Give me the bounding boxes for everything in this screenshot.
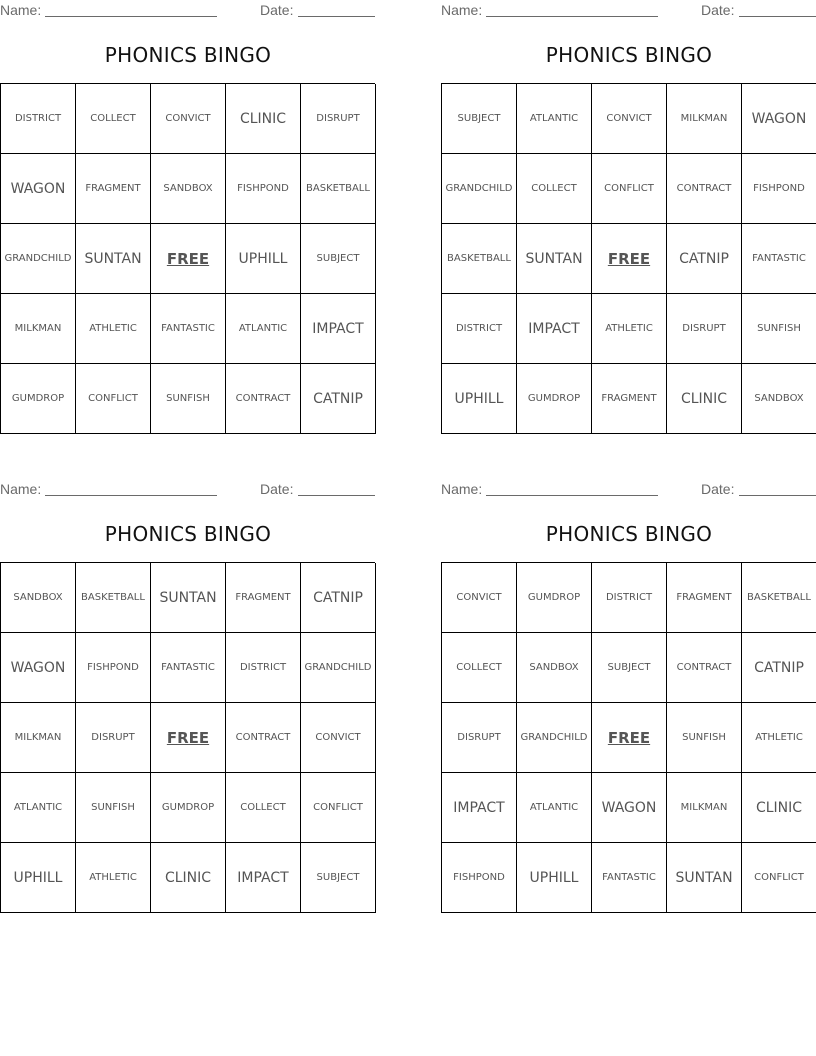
date-label: Date:: [260, 481, 294, 497]
bingo-cell: GRANDCHILD: [301, 633, 376, 703]
bingo-cell: SUNTAN: [667, 843, 742, 913]
name-label: Name:: [0, 2, 42, 18]
bingo-cell: CATNIP: [301, 364, 376, 434]
date-field-line[interactable]: [739, 16, 816, 17]
bingo-cell: SUNTAN: [151, 563, 226, 633]
date-label: Date:: [701, 481, 735, 497]
bingo-cell: DISRUPT: [667, 294, 742, 364]
name-label: Name:: [441, 2, 483, 18]
card-title: PHONICS BINGO: [104, 43, 272, 67]
bingo-cell: FRAGMENT: [226, 563, 301, 633]
bingo-cell: CLINIC: [667, 364, 742, 434]
bingo-grid: [0, 562, 375, 913]
bingo-cell: DISRUPT: [301, 84, 376, 154]
bingo-cell: MILKMAN: [667, 773, 742, 843]
bingo-cell: GRANDCHILD: [442, 154, 517, 224]
bingo-cell: GUMDROP: [517, 563, 592, 633]
bingo-cell: BASKETBALL: [301, 154, 376, 224]
bingo-cell: SANDBOX: [1, 563, 76, 633]
bingo-cell: CONTRACT: [226, 364, 301, 434]
bingo-cell: UPHILL: [517, 843, 592, 913]
card-title: PHONICS BINGO: [545, 522, 713, 546]
bingo-cell: ATLANTIC: [1, 773, 76, 843]
bingo-cell: FRAGMENT: [592, 364, 667, 434]
bingo-cell: CONTRACT: [667, 633, 742, 703]
bingo-cell: ATHLETIC: [592, 294, 667, 364]
name-date-row: [441, 481, 816, 499]
bingo-cell: FANTASTIC: [742, 224, 816, 294]
bingo-grid: [0, 83, 375, 434]
bingo-cell: SUNTAN: [76, 224, 151, 294]
bingo-cell: DISRUPT: [76, 703, 151, 773]
bingo-cell: CONVICT: [442, 563, 517, 633]
bingo-cell: SANDBOX: [517, 633, 592, 703]
free-space: FREE: [151, 703, 226, 773]
name-field-line[interactable]: [486, 495, 658, 496]
bingo-cell: SUNFISH: [742, 294, 816, 364]
bingo-cell: IMPACT: [226, 843, 301, 913]
name-field-line[interactable]: [45, 495, 217, 496]
bingo-cell: GUMDROP: [517, 364, 592, 434]
bingo-cell: SUBJECT: [301, 843, 376, 913]
bingo-cell: IMPACT: [517, 294, 592, 364]
bingo-cell: DISTRICT: [1, 84, 76, 154]
name-label: Name:: [441, 481, 483, 497]
bingo-cell: WAGON: [742, 84, 816, 154]
bingo-card: [441, 0, 816, 440]
free-space: FREE: [592, 703, 667, 773]
bingo-cell: DISRUPT: [442, 703, 517, 773]
bingo-cell: MILKMAN: [667, 84, 742, 154]
bingo-cell: CONVICT: [301, 703, 376, 773]
bingo-cell: FANTASTIC: [151, 633, 226, 703]
bingo-cell: GRANDCHILD: [517, 703, 592, 773]
bingo-cell: SANDBOX: [742, 364, 816, 434]
bingo-card: [0, 0, 376, 440]
bingo-cell: SUNFISH: [76, 773, 151, 843]
bingo-cell: COLLECT: [76, 84, 151, 154]
bingo-cell: WAGON: [1, 633, 76, 703]
bingo-cell: ATHLETIC: [742, 703, 816, 773]
bingo-cell: FISHPOND: [226, 154, 301, 224]
bingo-cell: DISTRICT: [592, 563, 667, 633]
bingo-cell: CONFLICT: [76, 364, 151, 434]
bingo-cell: SUBJECT: [592, 633, 667, 703]
bingo-cell: COLLECT: [226, 773, 301, 843]
bingo-cell: BASKETBALL: [76, 563, 151, 633]
bingo-cell: ATLANTIC: [517, 773, 592, 843]
bingo-cell: MILKMAN: [1, 294, 76, 364]
bingo-cell: CONFLICT: [301, 773, 376, 843]
free-space: FREE: [151, 224, 226, 294]
bingo-cell: BASKETBALL: [442, 224, 517, 294]
bingo-cell: ATLANTIC: [226, 294, 301, 364]
bingo-cell: FISHPOND: [76, 633, 151, 703]
date-field-line[interactable]: [298, 16, 375, 17]
bingo-card: [441, 479, 816, 919]
bingo-cell: CLINIC: [151, 843, 226, 913]
bingo-cell: CLINIC: [226, 84, 301, 154]
bingo-cell: FISHPOND: [742, 154, 816, 224]
bingo-cell: IMPACT: [442, 773, 517, 843]
bingo-cell: SANDBOX: [151, 154, 226, 224]
bingo-cell: FANTASTIC: [151, 294, 226, 364]
bingo-cell: IMPACT: [301, 294, 376, 364]
name-date-row: [0, 2, 376, 20]
bingo-cell: SUNFISH: [667, 703, 742, 773]
bingo-cell: SUBJECT: [301, 224, 376, 294]
bingo-cell: SUNFISH: [151, 364, 226, 434]
bingo-cell: GUMDROP: [1, 364, 76, 434]
bingo-cell: SUBJECT: [442, 84, 517, 154]
bingo-cell: GUMDROP: [151, 773, 226, 843]
bingo-cell: FRAGMENT: [667, 563, 742, 633]
name-field-line[interactable]: [45, 16, 217, 17]
bingo-cell: UPHILL: [442, 364, 517, 434]
bingo-card: [0, 479, 376, 919]
bingo-cell: SUNTAN: [517, 224, 592, 294]
bingo-cell: FRAGMENT: [76, 154, 151, 224]
bingo-cell: CATNIP: [742, 633, 816, 703]
bingo-cell: CATNIP: [667, 224, 742, 294]
name-date-row: [0, 481, 376, 499]
bingo-cell: UPHILL: [226, 224, 301, 294]
bingo-cell: CONVICT: [592, 84, 667, 154]
bingo-cell: ATHLETIC: [76, 294, 151, 364]
bingo-cell: GRANDCHILD: [1, 224, 76, 294]
bingo-cell: CLINIC: [742, 773, 816, 843]
bingo-cell: MILKMAN: [1, 703, 76, 773]
card-title: PHONICS BINGO: [545, 43, 713, 67]
bingo-grid: [441, 83, 816, 434]
name-field-line[interactable]: [486, 16, 658, 17]
bingo-cell: CATNIP: [301, 563, 376, 633]
name-date-row: [441, 2, 816, 20]
bingo-cell: ATLANTIC: [517, 84, 592, 154]
bingo-cell: DISTRICT: [226, 633, 301, 703]
bingo-cell: UPHILL: [1, 843, 76, 913]
bingo-cell: CONTRACT: [226, 703, 301, 773]
bingo-grid: [441, 562, 816, 913]
date-label: Date:: [260, 2, 294, 18]
date-field-line[interactable]: [298, 495, 375, 496]
bingo-cell: CONFLICT: [742, 843, 816, 913]
bingo-cell: CONVICT: [151, 84, 226, 154]
bingo-cell: BASKETBALL: [742, 563, 816, 633]
bingo-cell: WAGON: [592, 773, 667, 843]
bingo-cell: DISTRICT: [442, 294, 517, 364]
name-label: Name:: [0, 481, 42, 497]
bingo-cell: CONFLICT: [592, 154, 667, 224]
bingo-cell: WAGON: [1, 154, 76, 224]
bingo-cell: COLLECT: [442, 633, 517, 703]
date-field-line[interactable]: [739, 495, 816, 496]
bingo-cell: FISHPOND: [442, 843, 517, 913]
bingo-cell: ATHLETIC: [76, 843, 151, 913]
free-space: FREE: [592, 224, 667, 294]
bingo-cell: CONTRACT: [667, 154, 742, 224]
bingo-cell: FANTASTIC: [592, 843, 667, 913]
date-label: Date:: [701, 2, 735, 18]
bingo-cell: COLLECT: [517, 154, 592, 224]
card-title: PHONICS BINGO: [104, 522, 272, 546]
